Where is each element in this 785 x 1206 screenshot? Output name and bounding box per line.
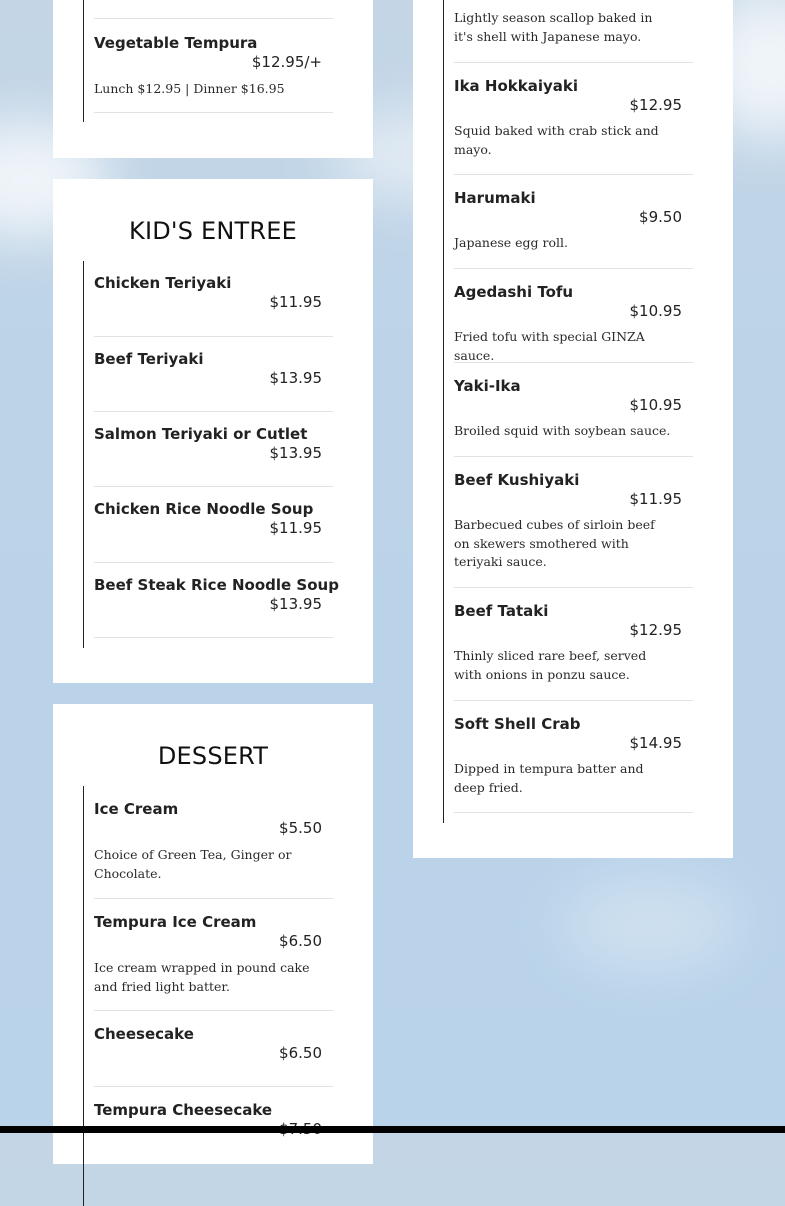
item-price: $13.95 [269, 444, 322, 462]
background-cloud [560, 880, 740, 970]
menu-item [94, 0, 333, 19]
item-description: Fried tofu with special GINZA sauce. [454, 329, 645, 363]
item-description: Lightly season scallop baked in it's shell with Japanese mayo. [454, 10, 653, 44]
item-name: Tempura Ice Cream [94, 913, 257, 931]
item-description: Lunch $12.95 | Dinner $16.95 [94, 81, 285, 96]
item-name: Salmon Teriyaki or Cutlet [94, 425, 308, 443]
item-price: $10.95 [629, 396, 682, 414]
item-description: Thinly sliced rare beef, served with onions in ponzu sauce. [454, 648, 647, 682]
menu-item [454, 77, 693, 175]
item-name: Chicken Teriyaki [94, 274, 232, 292]
menu-item [454, 283, 693, 363]
item-name: Yaki-Ika [454, 377, 521, 395]
menu-item [94, 274, 333, 337]
item-name: Vegetable Tempura [94, 34, 258, 52]
menu-item [94, 350, 333, 412]
menu-item [454, 377, 693, 457]
item-description: Squid baked with crab stick and mayo. [454, 123, 659, 157]
item-description: Choice of Green Tea, Ginger or Chocolate. [94, 847, 292, 881]
item-price: $13.95 [269, 369, 322, 387]
menu-item [94, 800, 333, 899]
menu-card-kids-entree [53, 179, 373, 683]
item-name: Chicken Rice Noodle Soup [94, 500, 314, 518]
item-description: Dipped in tempura batter and deep fried. [454, 761, 644, 795]
item-name: Beef Teriyaki [94, 350, 204, 368]
item-price: $11.95 [269, 519, 322, 537]
item-price: $11.95 [269, 293, 322, 311]
section-title: DESSERT [157, 742, 269, 770]
item-price: $12.95 [629, 96, 682, 114]
menu-item [94, 1025, 333, 1087]
section-divider-line [443, 0, 444, 823]
item-price: $14.95 [629, 734, 682, 752]
menu-item [454, 189, 693, 269]
menu-item [94, 913, 333, 1011]
item-name: Soft Shell Crab [454, 715, 581, 733]
menu-card-dessert [53, 704, 373, 1164]
menu-item [454, 471, 693, 588]
item-price: $11.95 [629, 490, 682, 508]
item-description: Ice cream wrapped in pound cake and fried light batter. [94, 960, 310, 994]
item-price: $12.95 [629, 621, 682, 639]
item-description: Japanese egg roll. [454, 235, 568, 250]
bottom-bar [0, 1126, 785, 1133]
item-name: Cheesecake [94, 1025, 194, 1043]
menu-item [94, 576, 339, 638]
item-price: $6.50 [279, 1044, 322, 1062]
menu-item [454, 715, 693, 813]
menu-item [94, 34, 333, 113]
item-price: $10.95 [629, 302, 682, 320]
item-name: Beef Tataki [454, 602, 549, 620]
section-divider-line [83, 0, 84, 122]
item-price: $6.50 [279, 932, 322, 950]
item-name: Harumaki [454, 189, 536, 207]
section-divider-line [83, 261, 84, 648]
item-name: Beef Kushiyaki [454, 471, 580, 489]
item-description: Barbecued cubes of sirloin beef on skewers smothered with teriyaki sauce. [454, 517, 655, 569]
item-name: Ika Hokkaiyaki [454, 77, 578, 95]
menu-item [454, 0, 693, 63]
item-name: Beef Steak Rice Noodle Soup [94, 576, 339, 594]
item-description: Broiled squid with soybean sauce. [454, 423, 671, 438]
menu-item [454, 602, 693, 701]
item-price: $13.95 [269, 595, 322, 613]
menu-card-partial [53, 0, 373, 158]
item-price: $9.50 [639, 208, 682, 226]
item-name: Ice Cream [94, 800, 179, 818]
menu-item [94, 425, 333, 487]
item-price: $5.50 [279, 819, 322, 837]
item-name: Agedashi Tofu [454, 283, 574, 301]
menu-item [94, 500, 333, 563]
menu-card-appetizers [413, 0, 733, 858]
section-divider-line [83, 786, 84, 1206]
section-title: KID'S ENTREE [129, 217, 297, 245]
item-price: $12.95/+ [251, 53, 322, 71]
item-name: Tempura Cheesecake [94, 1101, 273, 1119]
